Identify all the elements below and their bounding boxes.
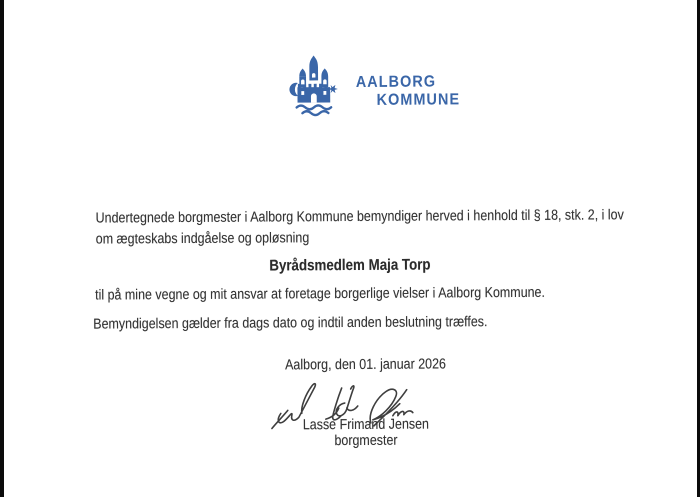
appointee-name: Byrådsmedlem Maja Torp bbox=[269, 256, 431, 275]
date-line: Aalborg, den 01. januar 2026 bbox=[285, 356, 446, 374]
signer-name: Lasse Frimand Jensen bbox=[302, 416, 430, 434]
aalborg-kommune-logo bbox=[288, 53, 472, 118]
signer-title: borgmester bbox=[334, 432, 398, 450]
paragraph-1-line-2: om ægteskabs indgåelse og opløsning bbox=[95, 230, 310, 248]
paragraph-1-line-1: Undertegnede borgmester i Aalborg Kommune bemyndiger herved i henhold til § 18, stk. 2, i lov bbox=[95, 207, 624, 227]
crescent-moon-icon bbox=[289, 83, 298, 97]
castle-crest-icon bbox=[288, 54, 338, 118]
water-waves-icon bbox=[297, 105, 332, 115]
logo-text-aalborg: AALBORG bbox=[355, 73, 437, 91]
logo-text-kommune: KOMMUNE bbox=[376, 91, 461, 109]
paragraph-3: Bemyndigelsen gælder fra dags dato og indtil anden beslutning træffes. bbox=[93, 314, 488, 333]
paragraph-2: til på mine vegne og mit ansvar at foretage borgerlige vielser i Aalborg Kommune. bbox=[95, 284, 545, 304]
